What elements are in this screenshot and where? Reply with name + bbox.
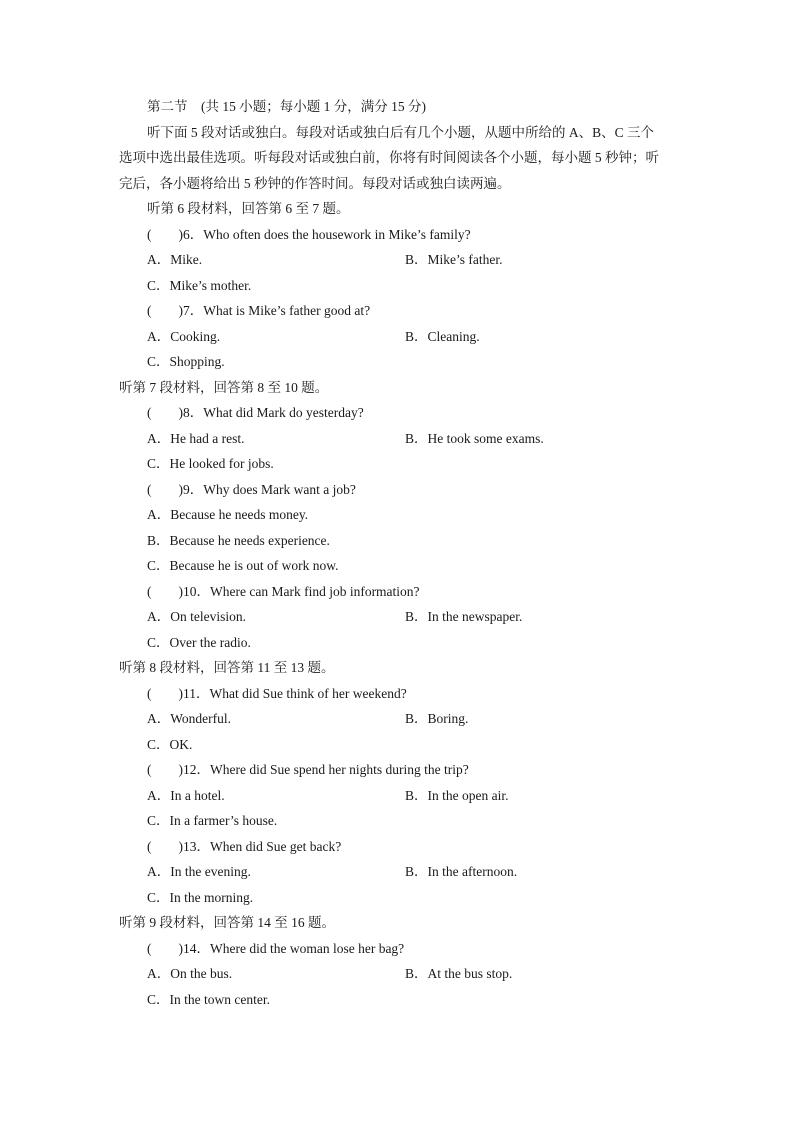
option-row <box>147 324 677 350</box>
question <box>147 834 677 860</box>
option: A．In a hotel. <box>147 787 225 803</box>
instruction-line: 完后，各小题将给出 5 秒钟的作答时间。每段对话或独白读两遍。 <box>119 175 511 191</box>
option-row <box>147 859 677 885</box>
group-heading: 听第 9 段材料，回答第 14 至 16 题。 <box>119 915 335 930</box>
question <box>147 757 677 783</box>
option: C．Mike’s mother. <box>147 277 252 293</box>
answer-blank[interactable]: ( ) <box>147 940 183 956</box>
answer-blank[interactable]: ( ) <box>147 226 183 242</box>
option: A．He had a rest. <box>147 430 245 446</box>
option-row <box>147 553 677 579</box>
option: C．In the morning. <box>147 889 254 905</box>
group-heading: 听第 8 段材料，回答第 11 至 13 题。 <box>119 660 335 675</box>
option-row <box>147 502 677 528</box>
option: C．OK. <box>147 736 193 752</box>
option: B．Cleaning. <box>405 328 480 344</box>
option: A．Cooking. <box>147 328 221 344</box>
option-row <box>147 451 677 477</box>
option: A．On television. <box>147 609 246 624</box>
answer-blank[interactable]: ( ) <box>147 685 183 701</box>
option: B．At the bus stop. <box>405 966 513 981</box>
question-text: 8．What did Mark do yesterday? <box>183 405 364 420</box>
group-heading: 听第 7 段材料，回答第 8 至 10 题。 <box>119 379 329 395</box>
option: B．Because he needs experience. <box>147 532 330 548</box>
option-row <box>147 349 677 375</box>
option: C．He looked for jobs. <box>147 456 274 471</box>
option: C．Because he is out of work now. <box>147 558 339 573</box>
answer-blank[interactable]: ( ) <box>147 303 183 318</box>
question-text: 14．Where did the woman lose her bag? <box>183 940 405 956</box>
question <box>147 681 677 707</box>
answer-blank[interactable]: ( ) <box>147 838 183 854</box>
question <box>147 936 677 962</box>
section-instructions <box>119 120 677 197</box>
answer-blank[interactable]: ( ) <box>147 583 183 599</box>
option-row <box>147 783 677 809</box>
option-row <box>147 885 677 911</box>
question-text: 9．Why does Mark want a job? <box>183 481 356 497</box>
question-text: 10．Where can Mark find job information? <box>183 583 420 599</box>
option-row <box>147 808 677 834</box>
option-row <box>147 247 677 273</box>
option: C．In the town center. <box>147 991 270 1007</box>
option-row <box>147 706 677 732</box>
option-row <box>147 528 677 554</box>
option: C．Shopping. <box>147 354 225 369</box>
option: A．Wonderful. <box>147 711 232 726</box>
option: B．In the afternoon. <box>405 864 518 879</box>
question <box>147 579 677 605</box>
answer-blank[interactable]: ( ) <box>147 762 183 777</box>
option: C．In a farmer’s house. <box>147 813 278 828</box>
document-content <box>119 94 677 1012</box>
option: B．Boring. <box>405 711 469 726</box>
option: C．Over the radio. <box>147 634 251 650</box>
group-heading: 听第 6 段材料，回答第 6 至 7 题。 <box>147 201 350 216</box>
question <box>147 222 677 248</box>
option: B．In the newspaper. <box>405 609 523 624</box>
option: A．On the bus. <box>147 966 233 981</box>
answer-blank[interactable]: ( ) <box>147 405 183 420</box>
option-row <box>147 630 677 656</box>
option-row <box>147 732 677 758</box>
option: B．He took some exams. <box>405 430 544 446</box>
option-row <box>147 961 677 987</box>
section-title: 第二节 (共 15 小题；每小题 1 分，满分 15 分) <box>147 99 426 114</box>
question <box>147 400 677 426</box>
option: A．In the evening. <box>147 864 251 879</box>
option-row <box>147 604 677 630</box>
option-row <box>147 987 677 1013</box>
option-row <box>147 426 677 452</box>
option: A．Because he needs money. <box>147 507 309 522</box>
option: B．Mike’s father. <box>405 252 503 267</box>
question-text: 7．What is Mike’s father good at? <box>183 303 371 318</box>
question-text: 11．What did Sue think of her weekend? <box>183 685 407 701</box>
answer-blank[interactable]: ( ) <box>147 481 183 497</box>
option-row <box>147 273 677 299</box>
option: B．In the open air. <box>405 787 509 803</box>
option: A．Mike. <box>147 252 203 267</box>
question-text: 6．Who often does the housework in Mike’s family? <box>183 226 471 242</box>
instruction-line: 听下面 5 段对话或独白。每段对话或独白后有几个小题，从题中所给的 A、B、C 三个 <box>147 124 655 140</box>
question <box>147 298 677 324</box>
question-text: 12．Where did Sue spend her nights during the trip? <box>183 762 469 777</box>
question <box>147 477 677 503</box>
instruction-line: 选项中选出最佳选项。听每段对话或独白前，你将有时间阅读各个小题，每小题 5 秒钟；听 <box>119 150 659 165</box>
question-text: 13．When did Sue get back? <box>183 838 342 854</box>
